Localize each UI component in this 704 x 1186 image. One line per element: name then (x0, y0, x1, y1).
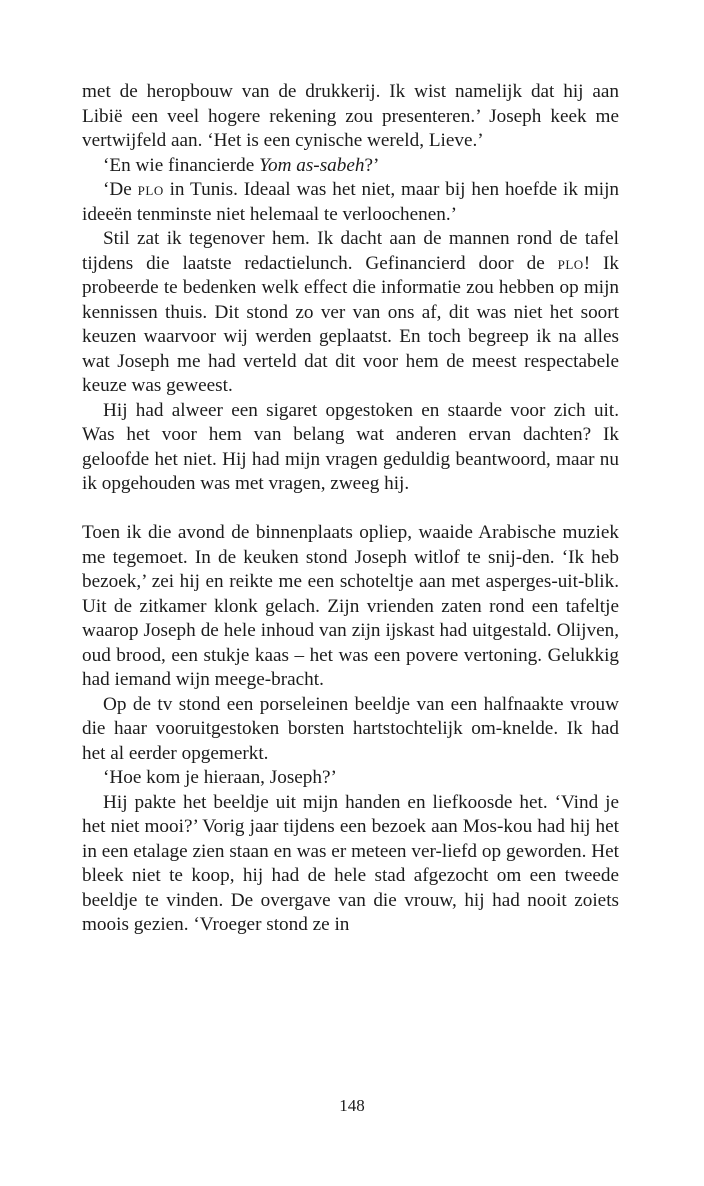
paragraph (82, 154, 619, 179)
text-run: Stil zat ik tegenover hem. Ik dacht aan de mannen rond de tafel tijdens die laatste redactielunch. Gefinancierd door de (82, 228, 619, 274)
text-run: Op de tv stond een porseleinen beeldje van een halfnaakte vrouw die haar vooruitgestoken borsten hartstochtelijk om-knelde. Ik had het al eerder opgemerkt. (82, 693, 619, 764)
acronym-small-caps: plo (137, 179, 164, 200)
text-run: ‘En wie financierde (103, 154, 260, 176)
paragraph (82, 178, 619, 227)
paragraph (82, 766, 619, 791)
paragraph (82, 791, 619, 938)
paragraph (82, 399, 619, 497)
text-run: ?’ (364, 154, 380, 176)
paragraph (82, 521, 619, 693)
text-run: in Tunis. Ideaal was het niet, maar bij hen hoefde ik mijn ideeën tenminste niet helemaal te verloochenen.’ (82, 179, 620, 225)
text-run: met de heropbouw van de drukkerij. Ik wist namelijk dat hij aan Libië een veel hogere rekening zou presenteren.’ Joseph keek me vertwijfeld aan. ‘Het is een cynische wereld, Lieve.’ (82, 81, 619, 151)
text-run: ‘Hoe kom je hieraan, Joseph?’ (103, 767, 337, 788)
page-body (82, 80, 619, 938)
text-run: Hij pakte het beeldje uit mijn handen en liefkoosde het. ‘Vind je het niet mooi?’ Vorig jaar tijdens een bezoek aan Mos-kou had hij het in een etalage zien staan en was er meteen ver-liefd op geworden. Het bleek niet te koop, hij had de hele stad afgezocht om een tweede beeldje te vinden. De overgave van die vrouw, hij had nooit zoiets moois gezien. ‘Vroeger stond ze in (82, 791, 619, 935)
text-run: ! Ik probeerde te bedenken welk effect die informatie zou hebben op mijn kennissen thuis. Dit stond zo ver van ons af, dit was niet het soort keuzen waarvoor wij werden geplaatst. En toch begreep ik na alles wat Joseph me had verteld dat dit voor hem de meest respectabele keuze was geweest. (82, 252, 619, 396)
page-number: 148 (339, 1096, 365, 1115)
paragraph (82, 80, 619, 154)
acronym-small-caps: plo (557, 252, 584, 274)
paragraph (82, 227, 619, 399)
book-title-italic: Yom as-sabeh (259, 154, 365, 176)
paragraph (82, 693, 619, 767)
text-run: Hij had alweer een sigaret opgestoken en staarde voor zich uit. Was het voor hem van belang wat anderen ervan dachten? Ik geloofde het niet. Hij had mijn vragen geduldig beantwoord, maar nu ik opgehouden was met vragen, zweeg hij. (82, 399, 619, 494)
text-run: ‘De (103, 179, 138, 200)
section-break (82, 497, 619, 522)
text-run: Toen ik die avond de binnenplaats opliep, waaide Arabische muziek me tegemoet. In de keuken stond Joseph witlof te snij-den. ‘Ik heb bezoek,’ zei hij en reikte me een schoteltje aan met asperges-uit-blik. Uit de zitkamer klonk gelach. Zijn vrienden zaten rond een tafeltje waarop Joseph de hele inhoud van zijn ijskast had uitgestald. Olijven, oud brood, een stukje kaas – het was een povere vertoning. Gelukkig had iemand wijn meege-bracht. (82, 522, 619, 690)
